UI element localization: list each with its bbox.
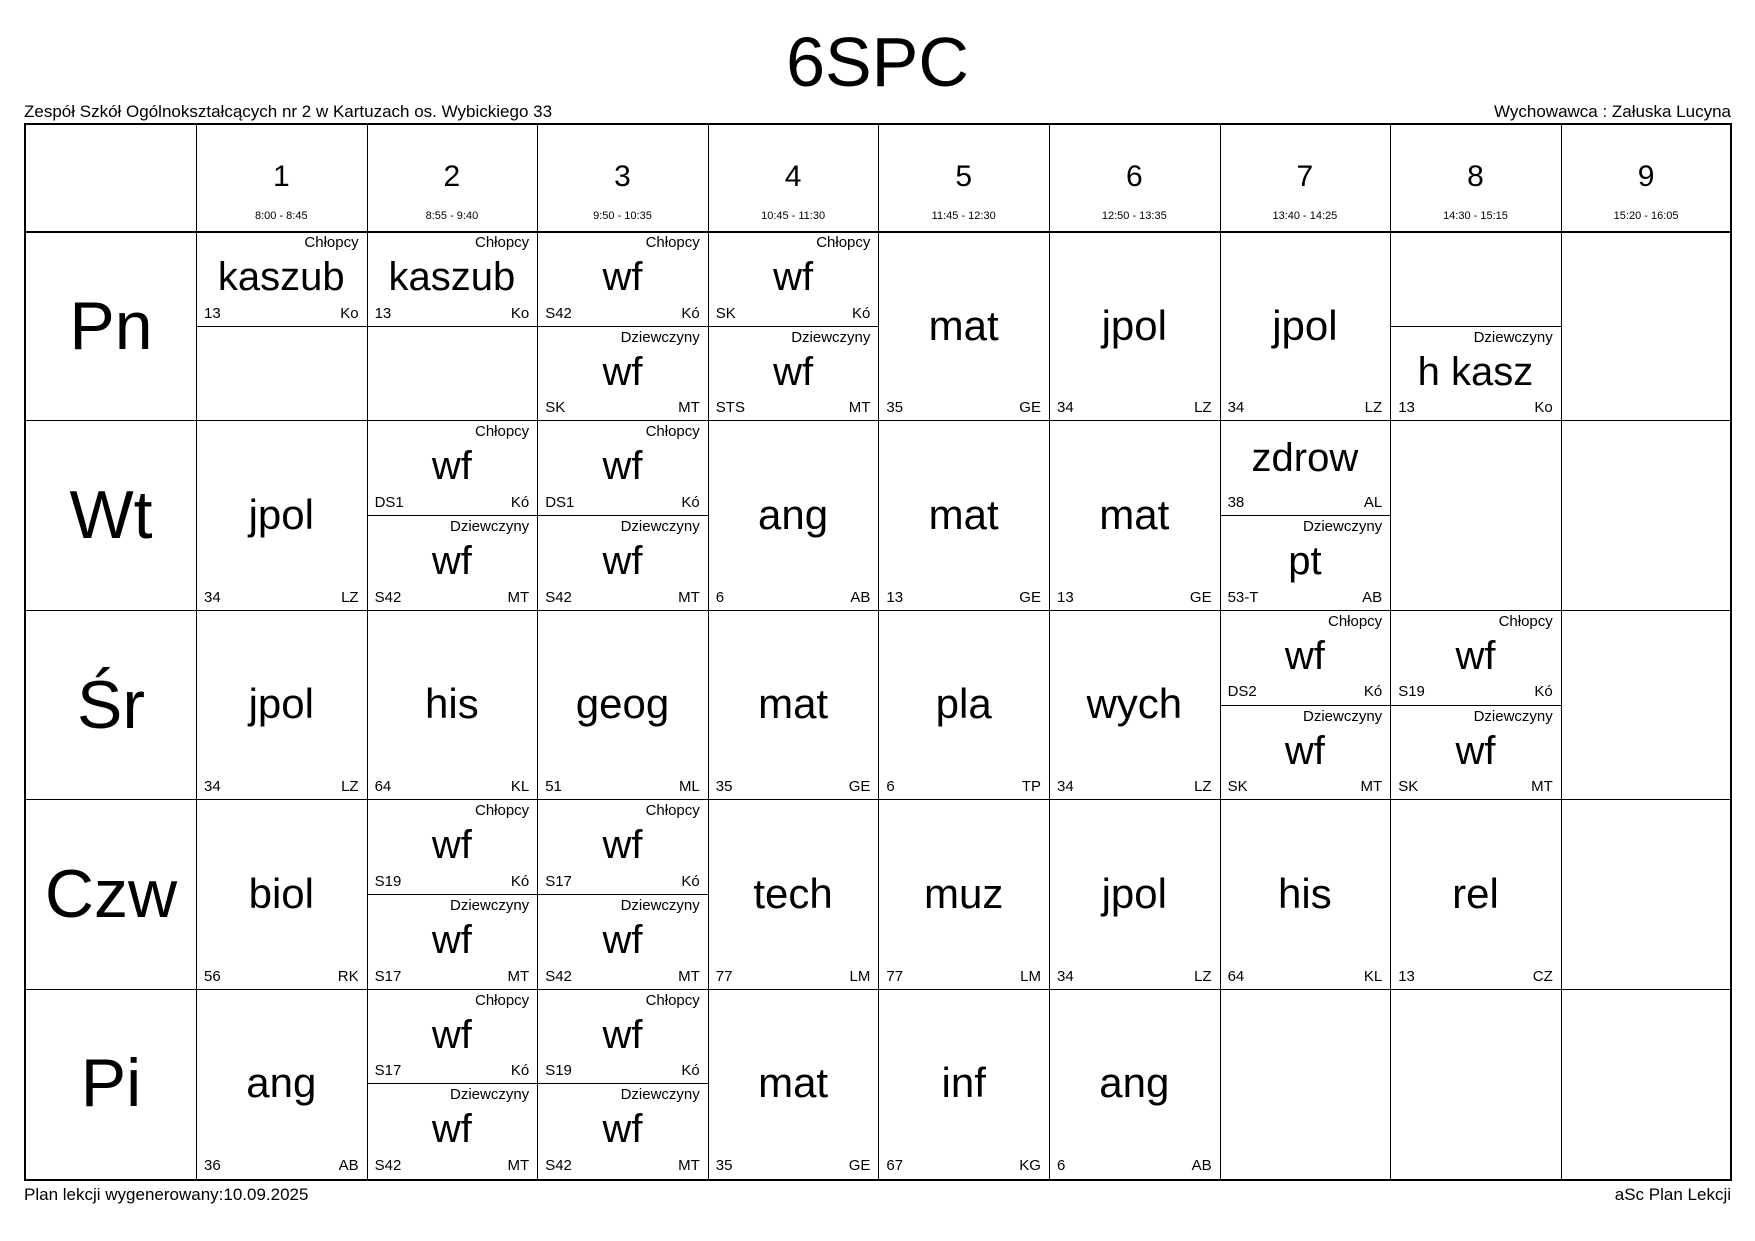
lesson-group: Chłopcy bbox=[645, 802, 700, 820]
lesson-subject: jpol bbox=[248, 680, 314, 728]
lesson-room: 6 bbox=[1057, 1156, 1066, 1174]
lesson-room: 35 bbox=[886, 399, 904, 417]
lesson-teacher: Kó bbox=[510, 872, 530, 890]
lesson-group: Chłopcy bbox=[1498, 612, 1553, 630]
lesson-group: Dziewczyny bbox=[450, 1086, 530, 1104]
lesson-cell bbox=[367, 894, 538, 989]
lesson-cell bbox=[878, 799, 1049, 988]
lesson-teacher: GE bbox=[848, 778, 871, 796]
lesson-subject: wf bbox=[773, 255, 814, 299]
lesson-room: 34 bbox=[1057, 967, 1074, 985]
lesson-room: 56 bbox=[204, 967, 221, 985]
period-header bbox=[708, 125, 879, 231]
lesson-teacher: MT bbox=[678, 399, 700, 417]
lesson-subject: tech bbox=[753, 869, 833, 917]
lesson-teacher: Kó bbox=[681, 872, 700, 890]
lesson-room: S42 bbox=[545, 588, 572, 606]
lesson-cell bbox=[1390, 705, 1561, 800]
lesson-room: DS2 bbox=[1227, 683, 1257, 701]
lesson-teacher: Ko bbox=[510, 304, 530, 322]
lesson-teacher: AB bbox=[338, 1156, 359, 1174]
lesson-cell bbox=[367, 989, 538, 1084]
lesson-subject: zdrow bbox=[1251, 436, 1359, 481]
lesson-subject: kaszub bbox=[388, 255, 516, 299]
lesson-cell bbox=[1049, 610, 1220, 799]
lesson-subject: wf bbox=[602, 917, 643, 962]
lesson-cell bbox=[196, 610, 367, 799]
lesson-room: 64 bbox=[374, 778, 392, 796]
period-time: 12:50 - 13:35 bbox=[1101, 210, 1167, 222]
generated-date: Plan lekcji wygenerowany:10.09.2025 bbox=[24, 1185, 309, 1204]
lesson-teacher: LZ bbox=[1194, 967, 1212, 985]
lesson-room: 6 bbox=[886, 778, 895, 796]
lesson-cell bbox=[367, 231, 538, 326]
lesson-teacher: AL bbox=[1363, 494, 1383, 512]
lesson-subject: geog bbox=[575, 680, 670, 728]
lesson-subject: mat bbox=[928, 491, 999, 539]
lesson-group: Chłopcy bbox=[645, 991, 700, 1009]
lesson-room: 13 bbox=[204, 304, 221, 322]
lesson-room: 34 bbox=[204, 588, 221, 606]
lesson-subject: kaszub bbox=[217, 255, 345, 299]
lesson-teacher: LZ bbox=[341, 588, 359, 606]
period-header bbox=[1390, 125, 1561, 231]
lesson-room: STS bbox=[715, 399, 745, 417]
lesson-teacher: AB bbox=[850, 588, 871, 606]
period-time: 8:00 - 8:45 bbox=[255, 210, 308, 222]
lesson-subject: wf bbox=[602, 1107, 643, 1152]
lesson-group: Dziewczyny bbox=[450, 518, 530, 536]
lesson-cell bbox=[537, 420, 708, 515]
lesson-teacher: MT bbox=[678, 1156, 700, 1174]
lesson-teacher: KL bbox=[1363, 967, 1383, 985]
lesson-teacher: GE bbox=[848, 1156, 871, 1174]
lesson-subject: mat bbox=[758, 680, 829, 728]
lesson-group: Chłopcy bbox=[1327, 612, 1383, 630]
day-label: Pi bbox=[80, 1045, 142, 1122]
period-number: 6 bbox=[1125, 160, 1143, 193]
lesson-cell bbox=[1049, 989, 1220, 1178]
lesson-room: 13 bbox=[1398, 399, 1415, 417]
lesson-room: DS1 bbox=[545, 494, 575, 512]
lesson-room: S19 bbox=[545, 1062, 572, 1080]
period-header bbox=[1561, 125, 1732, 231]
lesson-cell bbox=[367, 610, 538, 799]
column-divider bbox=[1561, 125, 1562, 1179]
lesson-cell bbox=[537, 989, 708, 1084]
lesson-teacher: Kó bbox=[1534, 683, 1553, 701]
lesson-cell bbox=[708, 326, 879, 421]
lesson-room: 13 bbox=[886, 588, 904, 606]
lesson-room: 77 bbox=[715, 967, 733, 985]
lesson-teacher: Ko bbox=[1534, 399, 1553, 417]
lesson-teacher: ML bbox=[678, 778, 700, 796]
lesson-cell bbox=[196, 989, 367, 1178]
lesson-cell bbox=[367, 515, 538, 610]
lesson-subject: mat bbox=[758, 1059, 829, 1107]
lesson-cell bbox=[196, 231, 367, 326]
lesson-room: S42 bbox=[545, 304, 572, 322]
lesson-room: 35 bbox=[715, 1156, 733, 1174]
lesson-teacher: LZ bbox=[1364, 399, 1383, 417]
day-label: Śr bbox=[77, 666, 145, 743]
lesson-room: S19 bbox=[1398, 683, 1425, 701]
lesson-subject: biol bbox=[248, 869, 314, 917]
period-header bbox=[1220, 125, 1391, 231]
lesson-cell bbox=[878, 420, 1049, 609]
lesson-group: Dziewczyny bbox=[620, 1086, 700, 1104]
lesson-teacher: GE bbox=[1019, 399, 1041, 417]
period-time: 11:45 - 12:30 bbox=[931, 210, 996, 222]
lesson-group: Chłopcy bbox=[304, 234, 359, 251]
lesson-group: Dziewczyny bbox=[620, 518, 700, 536]
lesson-group: Dziewczyny bbox=[1303, 518, 1383, 536]
lesson-group: Chłopcy bbox=[645, 234, 700, 251]
lesson-subject: wf bbox=[431, 823, 472, 868]
lesson-subject: jpol bbox=[248, 491, 314, 539]
lesson-group: Dziewczyny bbox=[1473, 707, 1553, 725]
lesson-group: Chłopcy bbox=[474, 234, 530, 251]
lesson-cell bbox=[537, 1083, 708, 1178]
lesson-group: Chłopcy bbox=[474, 802, 530, 820]
lesson-teacher: Kó bbox=[510, 494, 530, 512]
lesson-subject: wf bbox=[602, 1012, 643, 1057]
lesson-cell bbox=[708, 231, 879, 326]
lesson-room: 77 bbox=[886, 967, 904, 985]
lesson-cell bbox=[537, 799, 708, 894]
lesson-teacher: RK bbox=[337, 967, 359, 985]
day-label: Czw bbox=[44, 855, 178, 932]
lesson-teacher: LM bbox=[849, 967, 871, 985]
lesson-cell bbox=[367, 1083, 538, 1178]
lesson-cell bbox=[537, 610, 708, 799]
lesson-cell bbox=[367, 799, 538, 894]
period-number: 9 bbox=[1637, 160, 1655, 193]
generator-credit: aSc Plan Lekcji bbox=[1614, 1185, 1731, 1204]
lesson-teacher: GE bbox=[1189, 588, 1212, 606]
lesson-teacher: MT bbox=[848, 399, 871, 417]
lesson-teacher: KG bbox=[1019, 1156, 1041, 1174]
lesson-room: 34 bbox=[1227, 399, 1245, 417]
lesson-subject: wf bbox=[431, 917, 472, 962]
period-header bbox=[1049, 125, 1220, 231]
lesson-subject: pt bbox=[1288, 539, 1322, 584]
timetable-grid bbox=[24, 123, 1732, 1181]
lesson-room: SK bbox=[545, 399, 566, 417]
period-time: 13:40 - 14:25 bbox=[1272, 210, 1338, 222]
period-number: 2 bbox=[443, 160, 461, 193]
lesson-cell bbox=[708, 989, 879, 1178]
lesson-teacher: MT bbox=[507, 967, 530, 985]
lesson-teacher: TP bbox=[1021, 778, 1041, 796]
lesson-room: 34 bbox=[1057, 778, 1074, 796]
lesson-cell bbox=[537, 515, 708, 610]
school-name: Zespół Szkół Ogólnokształcących nr 2 w Kartuzach os. Wybickiego 33 bbox=[24, 102, 553, 121]
lesson-group: Chłopcy bbox=[816, 234, 871, 251]
lesson-cell bbox=[878, 231, 1049, 420]
lesson-room: 53-T bbox=[1227, 588, 1259, 606]
period-time: 14:30 - 15:15 bbox=[1443, 210, 1508, 222]
lesson-cell bbox=[196, 799, 367, 988]
lesson-cell bbox=[708, 610, 879, 799]
lesson-teacher: Kó bbox=[681, 1062, 700, 1080]
lesson-teacher: LM bbox=[1020, 967, 1041, 985]
lesson-cell bbox=[537, 326, 708, 421]
lesson-room: S42 bbox=[545, 967, 572, 985]
lesson-subject: wf bbox=[1455, 728, 1496, 773]
lesson-subject: jpol bbox=[1272, 301, 1338, 349]
period-number: 1 bbox=[272, 160, 290, 193]
lesson-subject: wf bbox=[431, 539, 472, 584]
lesson-teacher: CZ bbox=[1532, 967, 1553, 985]
lesson-cell bbox=[1220, 799, 1391, 988]
lesson-teacher: Kó bbox=[852, 304, 871, 322]
lesson-teacher: LZ bbox=[1194, 399, 1212, 417]
lesson-room: 34 bbox=[204, 778, 221, 796]
period-time: 15:20 - 16:05 bbox=[1613, 210, 1679, 222]
lesson-subject: h kasz bbox=[1417, 349, 1534, 394]
lesson-cell bbox=[196, 420, 367, 609]
lesson-subject: his bbox=[425, 680, 479, 728]
lesson-subject: ang bbox=[758, 491, 829, 539]
period-time: 9:50 - 10:35 bbox=[593, 210, 652, 222]
lesson-teacher: Kó bbox=[510, 1062, 530, 1080]
lesson-group: Chłopcy bbox=[474, 423, 530, 441]
lesson-subject: wf bbox=[602, 255, 643, 299]
page-title: 6SPC bbox=[786, 23, 969, 101]
lesson-room: 67 bbox=[886, 1156, 904, 1174]
lesson-cell bbox=[1390, 799, 1561, 988]
period-time: 8:55 - 9:40 bbox=[425, 210, 479, 222]
lesson-room: S19 bbox=[374, 872, 402, 890]
period-time: 10:45 - 11:30 bbox=[761, 210, 826, 222]
lesson-subject: rel bbox=[1452, 869, 1499, 917]
lesson-cell bbox=[1220, 515, 1391, 610]
lesson-room: S17 bbox=[545, 872, 572, 890]
lesson-teacher: Kó bbox=[681, 494, 700, 512]
lesson-subject: jpol bbox=[1101, 301, 1167, 349]
lesson-cell bbox=[708, 420, 879, 609]
lesson-room: S42 bbox=[545, 1156, 572, 1174]
period-header bbox=[367, 125, 538, 231]
lesson-cell bbox=[1220, 705, 1391, 800]
lesson-room: 13 bbox=[374, 304, 392, 322]
lesson-room: 51 bbox=[545, 778, 562, 796]
lesson-teacher: LZ bbox=[341, 778, 359, 796]
lesson-room: 13 bbox=[1398, 967, 1415, 985]
lesson-cell bbox=[1049, 420, 1220, 609]
lesson-teacher: AB bbox=[1191, 1156, 1212, 1174]
lesson-teacher: Ko bbox=[340, 304, 359, 322]
lesson-cell bbox=[878, 610, 1049, 799]
lesson-room: 6 bbox=[715, 588, 725, 606]
lesson-group: Dziewczyny bbox=[620, 328, 700, 346]
lesson-subject: wf bbox=[431, 1107, 472, 1152]
period-number: 4 bbox=[784, 160, 802, 193]
lesson-subject: ang bbox=[246, 1059, 317, 1107]
lesson-subject: pla bbox=[935, 680, 992, 728]
lesson-subject: muz bbox=[924, 869, 1004, 917]
period-header bbox=[537, 125, 708, 231]
lesson-teacher: MT bbox=[1531, 778, 1553, 796]
lesson-cell bbox=[1220, 420, 1391, 515]
lesson-subject: wf bbox=[602, 539, 643, 584]
lesson-room: 35 bbox=[715, 778, 733, 796]
lesson-subject: wf bbox=[602, 444, 643, 489]
lesson-cell bbox=[1390, 326, 1561, 421]
lesson-room: 34 bbox=[1057, 399, 1074, 417]
lesson-teacher: AB bbox=[1362, 588, 1383, 606]
period-number: 8 bbox=[1467, 160, 1484, 193]
lesson-room: S17 bbox=[374, 967, 402, 985]
period-header bbox=[196, 125, 367, 231]
period-number: 3 bbox=[614, 160, 631, 193]
lesson-cell bbox=[1220, 610, 1391, 705]
lesson-cell bbox=[367, 420, 538, 515]
lesson-teacher: MT bbox=[1360, 778, 1383, 796]
lesson-subject: wf bbox=[431, 1012, 472, 1057]
lesson-teacher: Kó bbox=[681, 304, 700, 322]
lesson-room: SK bbox=[715, 304, 736, 322]
lesson-subject: wf bbox=[431, 444, 472, 489]
day-label: Pn bbox=[69, 287, 153, 364]
lesson-teacher: MT bbox=[678, 588, 700, 606]
period-number: 5 bbox=[955, 160, 973, 193]
lesson-group: Dziewczyny bbox=[1303, 707, 1383, 725]
lesson-teacher: MT bbox=[678, 967, 700, 985]
lesson-subject: inf bbox=[941, 1059, 986, 1107]
lesson-subject: wf bbox=[602, 349, 643, 394]
lesson-teacher: LZ bbox=[1194, 778, 1212, 796]
lesson-group: Dziewczyny bbox=[791, 328, 871, 346]
lesson-group: Dziewczyny bbox=[1473, 328, 1553, 346]
lesson-room: S17 bbox=[374, 1062, 402, 1080]
lesson-teacher: GE bbox=[1019, 588, 1041, 606]
lesson-cell bbox=[1390, 610, 1561, 705]
lesson-teacher: Kó bbox=[1363, 683, 1383, 701]
lesson-subject: wych bbox=[1086, 680, 1183, 728]
period-header bbox=[878, 125, 1049, 231]
lesson-subject: wf bbox=[773, 349, 814, 394]
class-teacher: Wychowawca : Załuska Lucyna bbox=[1493, 102, 1731, 121]
lesson-subject: jpol bbox=[1101, 869, 1167, 917]
lesson-group: Dziewczyny bbox=[450, 896, 530, 914]
lesson-group: Chłopcy bbox=[474, 991, 530, 1009]
lesson-teacher: MT bbox=[507, 588, 530, 606]
lesson-subject: wf bbox=[1455, 633, 1496, 678]
lesson-cell bbox=[708, 799, 879, 988]
lesson-cell bbox=[878, 989, 1049, 1178]
lesson-subject: ang bbox=[1099, 1059, 1170, 1107]
day-label: Wt bbox=[69, 477, 153, 554]
half-divider bbox=[196, 326, 367, 327]
lesson-cell bbox=[537, 894, 708, 989]
half-divider bbox=[367, 326, 538, 327]
lesson-cell bbox=[1220, 231, 1391, 420]
lesson-subject: mat bbox=[1099, 491, 1170, 539]
lesson-room: SK bbox=[1398, 778, 1419, 796]
lesson-subject: wf bbox=[1284, 728, 1325, 773]
lesson-subject: his bbox=[1278, 869, 1332, 917]
lesson-group: Chłopcy bbox=[645, 423, 700, 441]
lesson-room: S42 bbox=[374, 1156, 402, 1174]
lesson-subject: wf bbox=[1284, 633, 1325, 678]
lesson-room: DS1 bbox=[374, 494, 404, 512]
lesson-cell bbox=[1049, 231, 1220, 420]
lesson-teacher: MT bbox=[507, 1156, 530, 1174]
lesson-room: 36 bbox=[204, 1156, 221, 1174]
lesson-cell bbox=[537, 231, 708, 326]
period-number: 7 bbox=[1296, 160, 1314, 193]
lesson-room: SK bbox=[1227, 778, 1248, 796]
lesson-subject: wf bbox=[602, 823, 643, 868]
lesson-teacher: KL bbox=[510, 778, 530, 796]
lesson-room: 64 bbox=[1227, 967, 1245, 985]
lesson-group: Dziewczyny bbox=[620, 896, 700, 914]
lesson-room: S42 bbox=[374, 588, 402, 606]
lesson-subject: mat bbox=[928, 301, 999, 349]
lesson-cell bbox=[1049, 799, 1220, 988]
lesson-room: 38 bbox=[1227, 494, 1245, 512]
lesson-room: 13 bbox=[1057, 588, 1074, 606]
